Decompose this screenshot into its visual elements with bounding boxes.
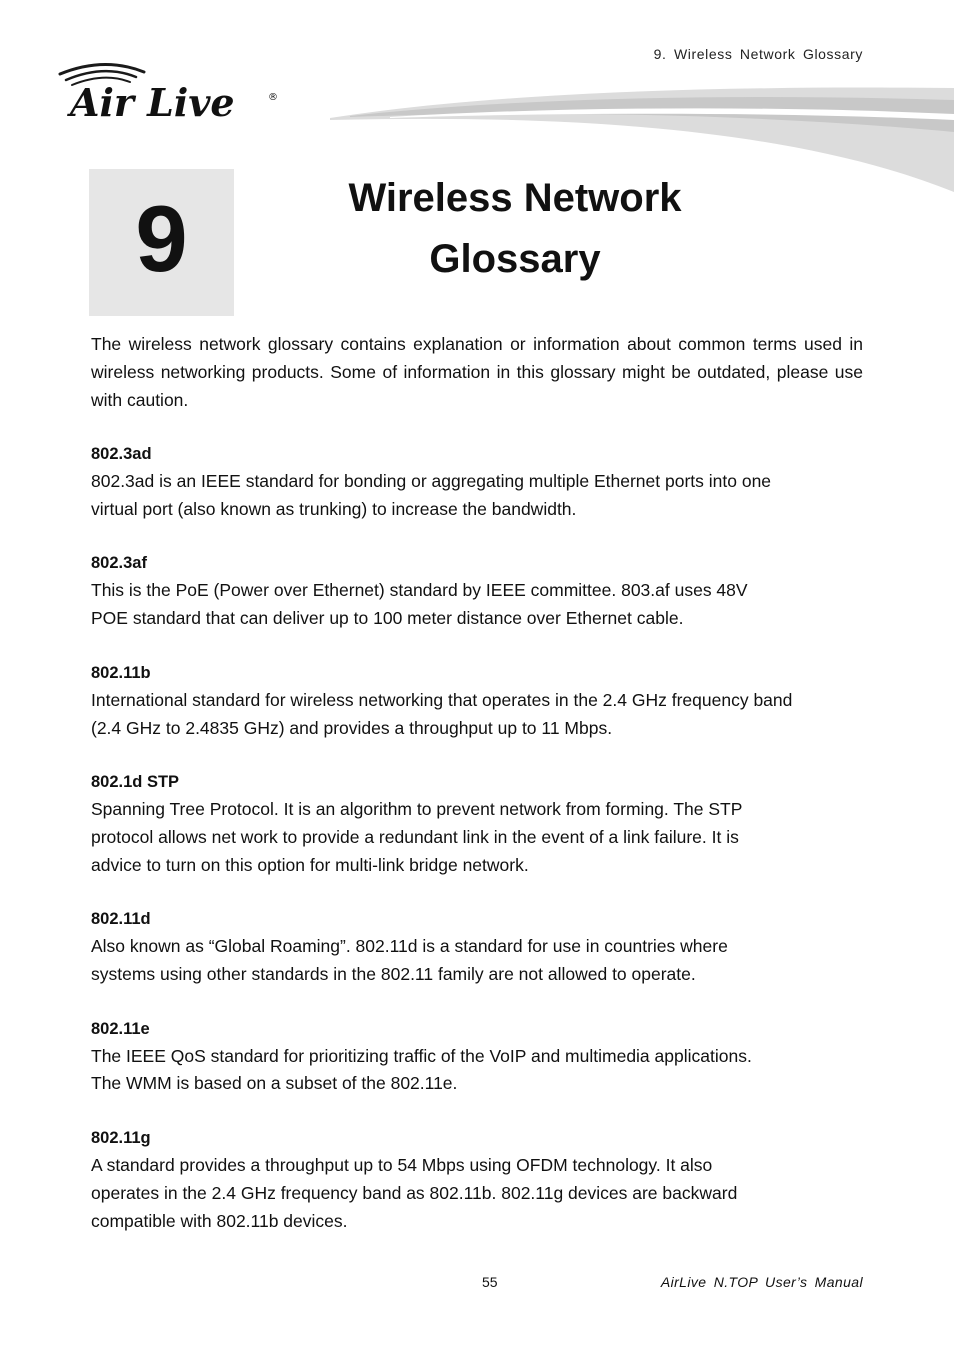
chapter-title-line-1: Wireless Network — [348, 176, 682, 220]
term-name: 802.3af — [91, 554, 147, 573]
glossary-entry — [91, 768, 863, 879]
term-name: 802.1d STP — [91, 773, 180, 792]
term-description: International standard for wireless networking that operates in the 2.4 GHz frequency band (2.4 GHz to 2.4835 GHz) and provides a throughput up to 11 Mbps. — [91, 689, 793, 738]
term-name: 802.3ad — [91, 445, 152, 463]
chapter-title-line-2: Glossary — [429, 237, 601, 281]
glossary-entry — [91, 549, 863, 632]
glossary-entry — [91, 1015, 863, 1098]
page-number: 55 — [482, 1274, 498, 1290]
glossary-content — [91, 330, 863, 1261]
term-description: Also known as “Global Roaming”. 802.11d is a standard for use in countries where systems using other standards in the 802.11 family are not allowed to operate. — [91, 936, 728, 985]
glossary-entry — [91, 905, 863, 988]
term-description: A standard provides a throughput up to 54 Mbps using OFDM technology. It also operates in the 2.4 GHz frequency band as 802.11b. 802.11g devices are backward compatible with 802.11b devices. — [91, 1155, 738, 1231]
term-name: 802.11e — [91, 1019, 150, 1038]
term-description: The IEEE QoS standard for prioritizing traffic of the VoIP and multimedia applications. The WMM is based on a subset of the 802.11e. — [91, 1045, 752, 1094]
running-header: 9. Wireless Network Glossary — [653, 46, 863, 62]
logo-wordmark: Air Live — [70, 80, 235, 125]
term-name: 802.11b — [91, 663, 151, 682]
glossary-entry — [91, 1124, 863, 1235]
intro-paragraph: The wireless network glossary contains explanation or information about common terms used in wireless networking products. Some of information in this glossary might be outdated, please use with caution. — [91, 334, 863, 410]
term-description: This is the PoE (Power over Ethernet) standard by IEEE committee. 803.af uses 48V POE standard that can deliver up to 100 meter distance over Ethernet cable. — [91, 580, 748, 629]
chapter-number-box — [89, 169, 234, 316]
term-description: 802.3ad is an IEEE standard for bonding or aggregating multiple Ethernet ports into one virtual port (also known as trunking) to increase the bandwidth. — [91, 471, 772, 519]
term-name: 802.11d — [91, 910, 151, 929]
term-name: 802.11g — [91, 1129, 151, 1148]
chapter-title — [300, 168, 730, 290]
glossary-entry — [91, 440, 863, 523]
chapter-number: 9 — [135, 185, 188, 291]
term-description: Spanning Tree Protocol. It is an algorithm to prevent network from forming. The STP protocol allows net work to provide a redundant link in the event of a link failure. It is advice to turn on this option for multi-link bridge network. — [91, 799, 743, 875]
footer-manual-title: AirLive N.TOP User’s Manual — [660, 1274, 863, 1290]
airlive-logo — [56, 58, 286, 126]
registered-mark: ® — [268, 92, 278, 103]
glossary-entry — [91, 659, 863, 742]
